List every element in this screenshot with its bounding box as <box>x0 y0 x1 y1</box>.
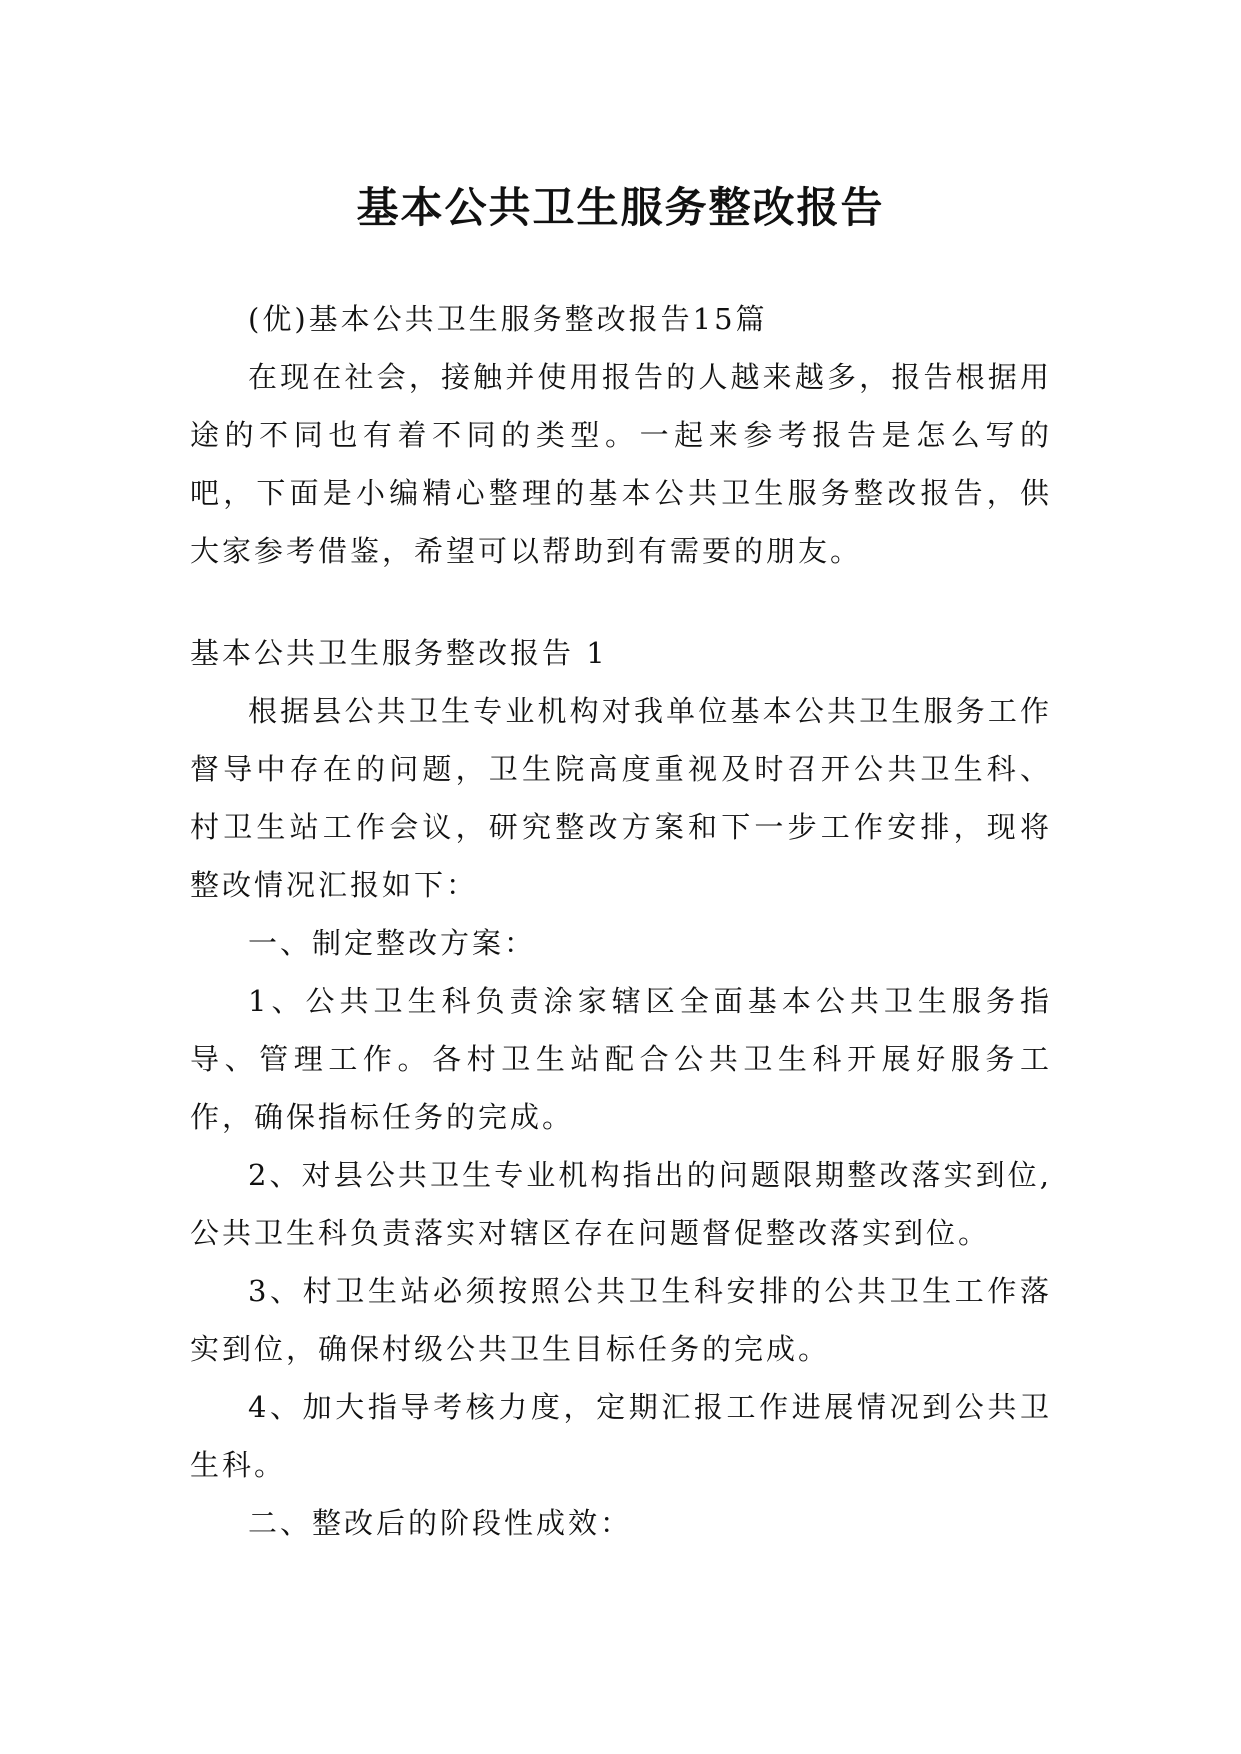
intro-paragraph: 在现在社会，接触并使用报告的人越来越多，报告根据用途的不同也有着不同的类型。一起来参考报告是怎么写的吧，下面是小编精心整理的基本公共卫生服务整改报告，供大家参考借鉴，希望可以帮助到有需要的朋友。 <box>190 360 1052 568</box>
body-paragraph: 一、制定整改方案： <box>248 926 537 960</box>
body-paragraph: 1、公共卫生科负责涂家辖区全面基本公共卫生服务指导、管理工作。各村卫生站配合公共卫生科开展好服务工作，确保指标任务的完成。 <box>190 984 1052 1134</box>
section-heading: 基本公共卫生服务整改报告 1 <box>190 636 608 670</box>
document-subtitle: (优)基本公共卫生服务整改报告15篇 <box>248 302 768 336</box>
body-paragraph: 根据县公共卫生专业机构对我单位基本公共卫生服务工作督导中存在的问题，卫生院高度重视及时召开公共卫生科、村卫生站工作会议，研究整改方案和下一步工作安排，现将整改情况汇报如下： <box>190 694 1052 902</box>
body-paragraph: 2、对县公共卫生专业机构指出的问题限期整改落实到位,公共卫生科负责落实对辖区存在问题督促整改落实到位。 <box>190 1158 1052 1250</box>
body-paragraph: 3、村卫生站必须按照公共卫生科安排的公共卫生工作落实到位，确保村级公共卫生目标任务的完成。 <box>190 1274 1052 1366</box>
document-body <box>190 290 1052 1552</box>
body-paragraph: 4、加大指导考核力度，定期汇报工作进展情况到公共卫生科。 <box>190 1390 1052 1482</box>
body-paragraph: 二、整改后的阶段性成效： <box>248 1506 633 1540</box>
document-title: 基本公共卫生服务整改报告 <box>356 183 885 233</box>
